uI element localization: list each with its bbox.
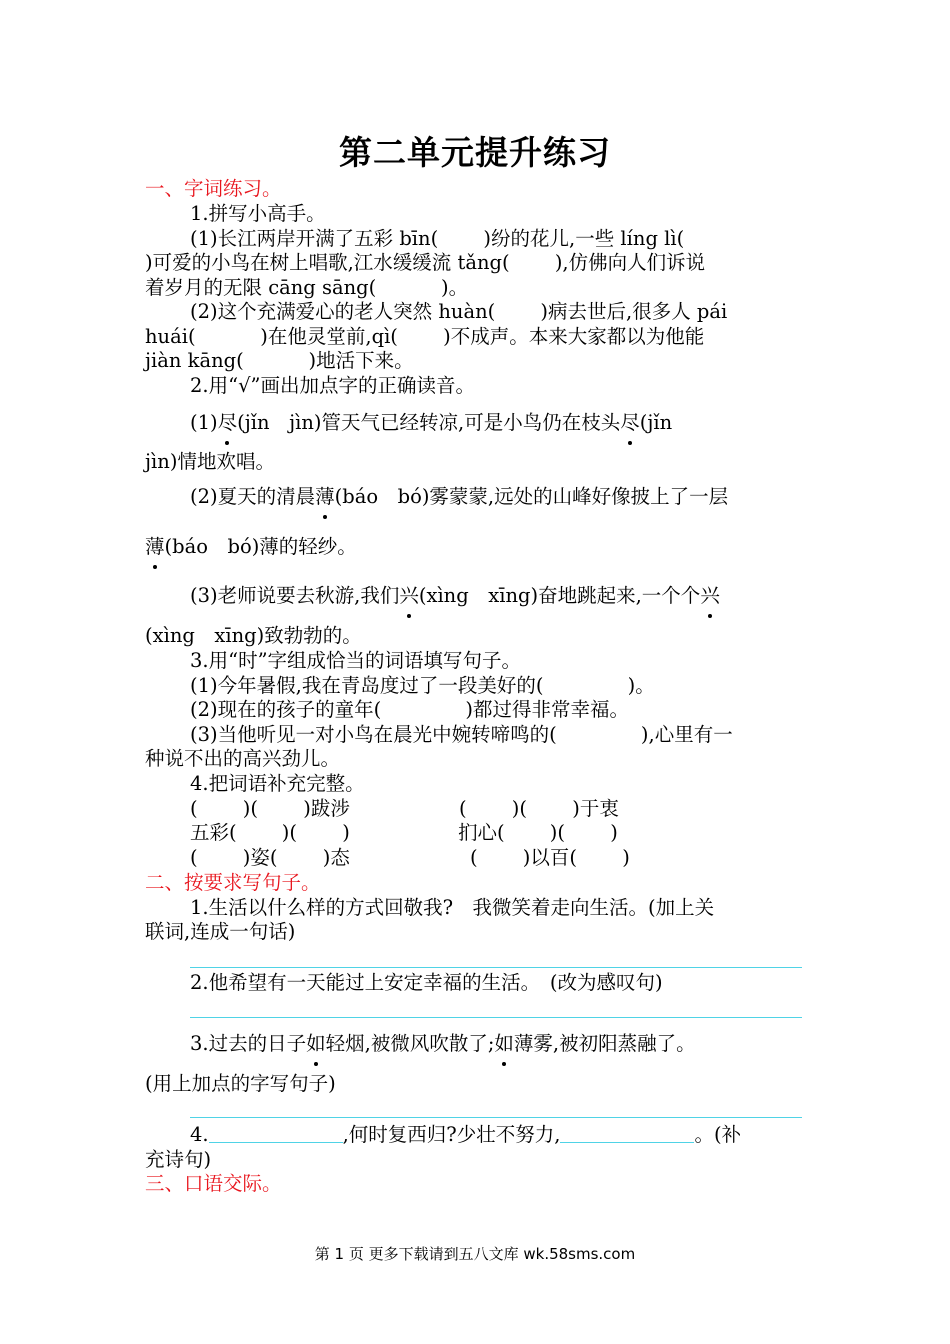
s2-q4-line-2: 充诗句) bbox=[145, 1148, 212, 1171]
q4-label: 4.把词语补充完整。 bbox=[190, 772, 365, 795]
q2-b-line-2: 薄(báo bó)薄的轻纱。 bbox=[145, 535, 357, 558]
dotted-char: 兴 bbox=[700, 584, 720, 607]
q2-c-line-2: (xìng xīng)致勃勃的。 bbox=[145, 624, 362, 647]
q1-line-5: huái( )在他灵堂前,qì( )不成声。本来大家都以为他能 bbox=[145, 325, 705, 348]
q2-b-line-1: (2)夏天的清晨薄(báo bó)雾蒙蒙,远处的山峰好像披上了一层 bbox=[190, 485, 729, 508]
section-2-heading: 二、按要求写句子。 bbox=[145, 871, 321, 894]
q1-line-2: )可爱的小鸟在树上唱歌,江水缓缓流 tǎng( ),仿佛向人们诉说 bbox=[145, 251, 706, 274]
section-3-heading: 三、口语交际。 bbox=[145, 1172, 282, 1195]
dotted-char: 如 bbox=[494, 1032, 514, 1055]
s2-q2: 2.他希望有一天能过上安定幸福的生活。 (改为感叹句) bbox=[190, 971, 663, 994]
q3-label: 3.用“时”字组成恰当的词语填写句子。 bbox=[190, 649, 522, 672]
q1-line-4: (2)这个充满爱心的老人突然 huàn( )病去世后,很多人 pái bbox=[190, 300, 728, 323]
s2-q1-line-1: 1.生活以什么样的方式回敬我? 我微笑着走向生活。(加上关 bbox=[190, 896, 715, 919]
section-1-heading: 一、字词练习。 bbox=[145, 177, 282, 200]
q4-row-1-right: ( )( )于衷 bbox=[459, 797, 619, 820]
q4-row-3-right: ( )以百( ) bbox=[470, 846, 630, 869]
page-footer: 第 1 页 更多下载请到五八文库 wk.58sms.com bbox=[314, 1245, 636, 1263]
dotted-char: 兴 bbox=[399, 584, 419, 607]
dotted-char: 薄 bbox=[145, 535, 165, 558]
q2-a-line-2: jìn)情地欢唱。 bbox=[145, 450, 275, 473]
q2-label: 2.用“√”画出加点字的正确读音。 bbox=[190, 374, 475, 397]
q2-a-line-1: (1)尽(jǐn jìn)管天气已经转凉,可是小鸟仍在枝头尽(jǐn bbox=[190, 411, 673, 434]
q1-label: 1.拼写小高手。 bbox=[190, 202, 326, 225]
s2-q4-line-1: 4. ,何时复西归?少壮不努力, 。(补 bbox=[190, 1123, 742, 1146]
q3-line-1: (1)今年暑假,我在青岛度过了一段美好的( )。 bbox=[190, 674, 655, 697]
dotted-char: 尽 bbox=[217, 411, 238, 434]
dotted-char: 薄 bbox=[315, 485, 335, 508]
q1-line-1: (1)长江两岸开满了五彩 bīn( )纷的花儿,一些 líng lì( bbox=[190, 227, 704, 250]
q3-line-4: 种说不出的高兴劲儿。 bbox=[145, 747, 341, 770]
answer-line bbox=[190, 1017, 802, 1018]
dotted-char: 如 bbox=[306, 1032, 326, 1055]
q4-row-2-right: 扪心( )( ) bbox=[458, 821, 618, 844]
s2-q3-line-2: (用上加点的字写句子) bbox=[145, 1072, 336, 1095]
q4-row-3-left: ( )姿( )态 bbox=[190, 846, 350, 869]
q3-line-3: (3)当他听见一对小鸟在晨光中婉转啼鸣的( ),心里有一 bbox=[190, 723, 733, 746]
q4-row-1-left: ( )( )跋涉 bbox=[190, 797, 350, 820]
s2-q1-line-2: 联词,连成一句话) bbox=[145, 920, 296, 943]
q4-row-2-left: 五彩( )( ) bbox=[190, 821, 350, 844]
q3-line-2: (2)现在的孩子的童年( )都过得非常幸福。 bbox=[190, 698, 630, 721]
dotted-char: 尽 bbox=[620, 411, 640, 434]
q2-c-line-1: (3)老师说要去秋游,我们兴(xìng xīng)奋地跳起来,一个个兴 bbox=[190, 584, 720, 607]
answer-line bbox=[190, 1117, 802, 1118]
blank-line bbox=[560, 1124, 694, 1143]
s2-q3-line-1: 3.过去的日子如轻烟,被微风吹散了;如薄雾,被初阳蒸融了。 bbox=[190, 1032, 696, 1055]
blank-line bbox=[209, 1124, 343, 1143]
page-title: 第二单元提升练习 bbox=[339, 133, 611, 172]
q1-line-6: jiàn kāng( )地活下来。 bbox=[145, 349, 414, 372]
q1-line-3: 着岁月的无限 cāng sāng( )。 bbox=[145, 276, 469, 299]
answer-line bbox=[190, 967, 802, 968]
